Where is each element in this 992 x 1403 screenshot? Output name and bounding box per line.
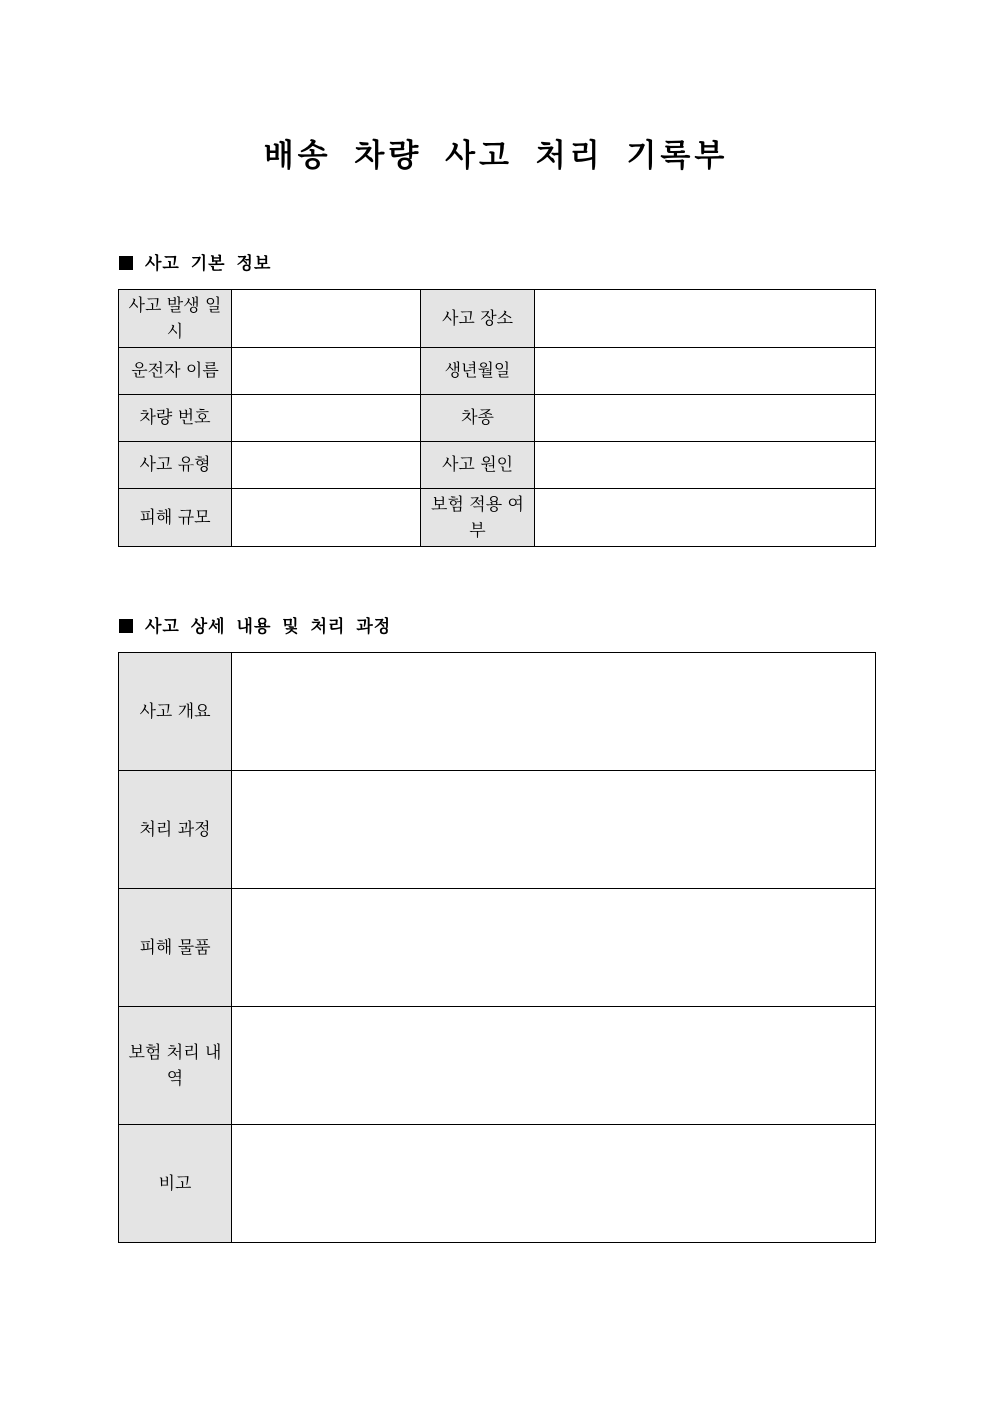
field-accident-type[interactable] [232, 442, 421, 489]
field-handling-process[interactable] [232, 771, 876, 889]
field-birth-date[interactable] [535, 348, 876, 395]
section-heading-details [119, 616, 391, 638]
label-vehicle-number: 차량 번호 [119, 395, 232, 442]
field-damaged-items[interactable] [232, 889, 876, 1007]
square-bullet-icon [119, 256, 133, 270]
table-row [119, 771, 876, 889]
label-remarks: 비고 [119, 1125, 232, 1243]
document-title: 배송 차량 사고 처리 기록부 [263, 138, 729, 174]
label-accident-cause: 사고 원인 [421, 442, 535, 489]
square-bullet-icon [119, 619, 133, 633]
field-insurance-applied[interactable] [535, 489, 876, 547]
field-vehicle-type[interactable] [535, 395, 876, 442]
details-table [118, 652, 876, 1243]
field-accident-datetime[interactable] [232, 290, 421, 348]
field-accident-summary[interactable] [232, 653, 876, 771]
field-driver-name[interactable] [232, 348, 421, 395]
label-insurance-history: 보험 처리 내역 [119, 1007, 232, 1125]
table-row [119, 395, 876, 442]
field-remarks[interactable] [232, 1125, 876, 1243]
label-damaged-items: 피해 물품 [119, 889, 232, 1007]
table-row [119, 1125, 876, 1243]
field-accident-location[interactable] [535, 290, 876, 348]
label-accident-summary: 사고 개요 [119, 653, 232, 771]
field-damage-scale[interactable] [232, 489, 421, 547]
field-vehicle-number[interactable] [232, 395, 421, 442]
field-insurance-history[interactable] [232, 1007, 876, 1125]
table-row [119, 348, 876, 395]
basic-info-table [118, 289, 876, 547]
label-accident-datetime: 사고 발생 일시 [119, 290, 232, 348]
label-driver-name: 운전자 이름 [119, 348, 232, 395]
table-row [119, 489, 876, 547]
label-insurance-applied: 보험 적용 여부 [421, 489, 535, 547]
table-row [119, 442, 876, 489]
field-accident-cause[interactable] [535, 442, 876, 489]
label-birth-date: 생년월일 [421, 348, 535, 395]
label-handling-process: 처리 과정 [119, 771, 232, 889]
table-row [119, 1007, 876, 1125]
label-damage-scale: 피해 규모 [119, 489, 232, 547]
section-heading-text: 사고 기본 정보 [145, 254, 272, 274]
label-vehicle-type: 차종 [421, 395, 535, 442]
label-accident-location: 사고 장소 [421, 290, 535, 348]
section-heading-text: 사고 상세 내용 및 처리 과정 [145, 617, 392, 637]
section-heading-basic-info [119, 253, 271, 275]
table-row [119, 889, 876, 1007]
table-row [119, 653, 876, 771]
label-accident-type: 사고 유형 [119, 442, 232, 489]
table-row [119, 290, 876, 348]
